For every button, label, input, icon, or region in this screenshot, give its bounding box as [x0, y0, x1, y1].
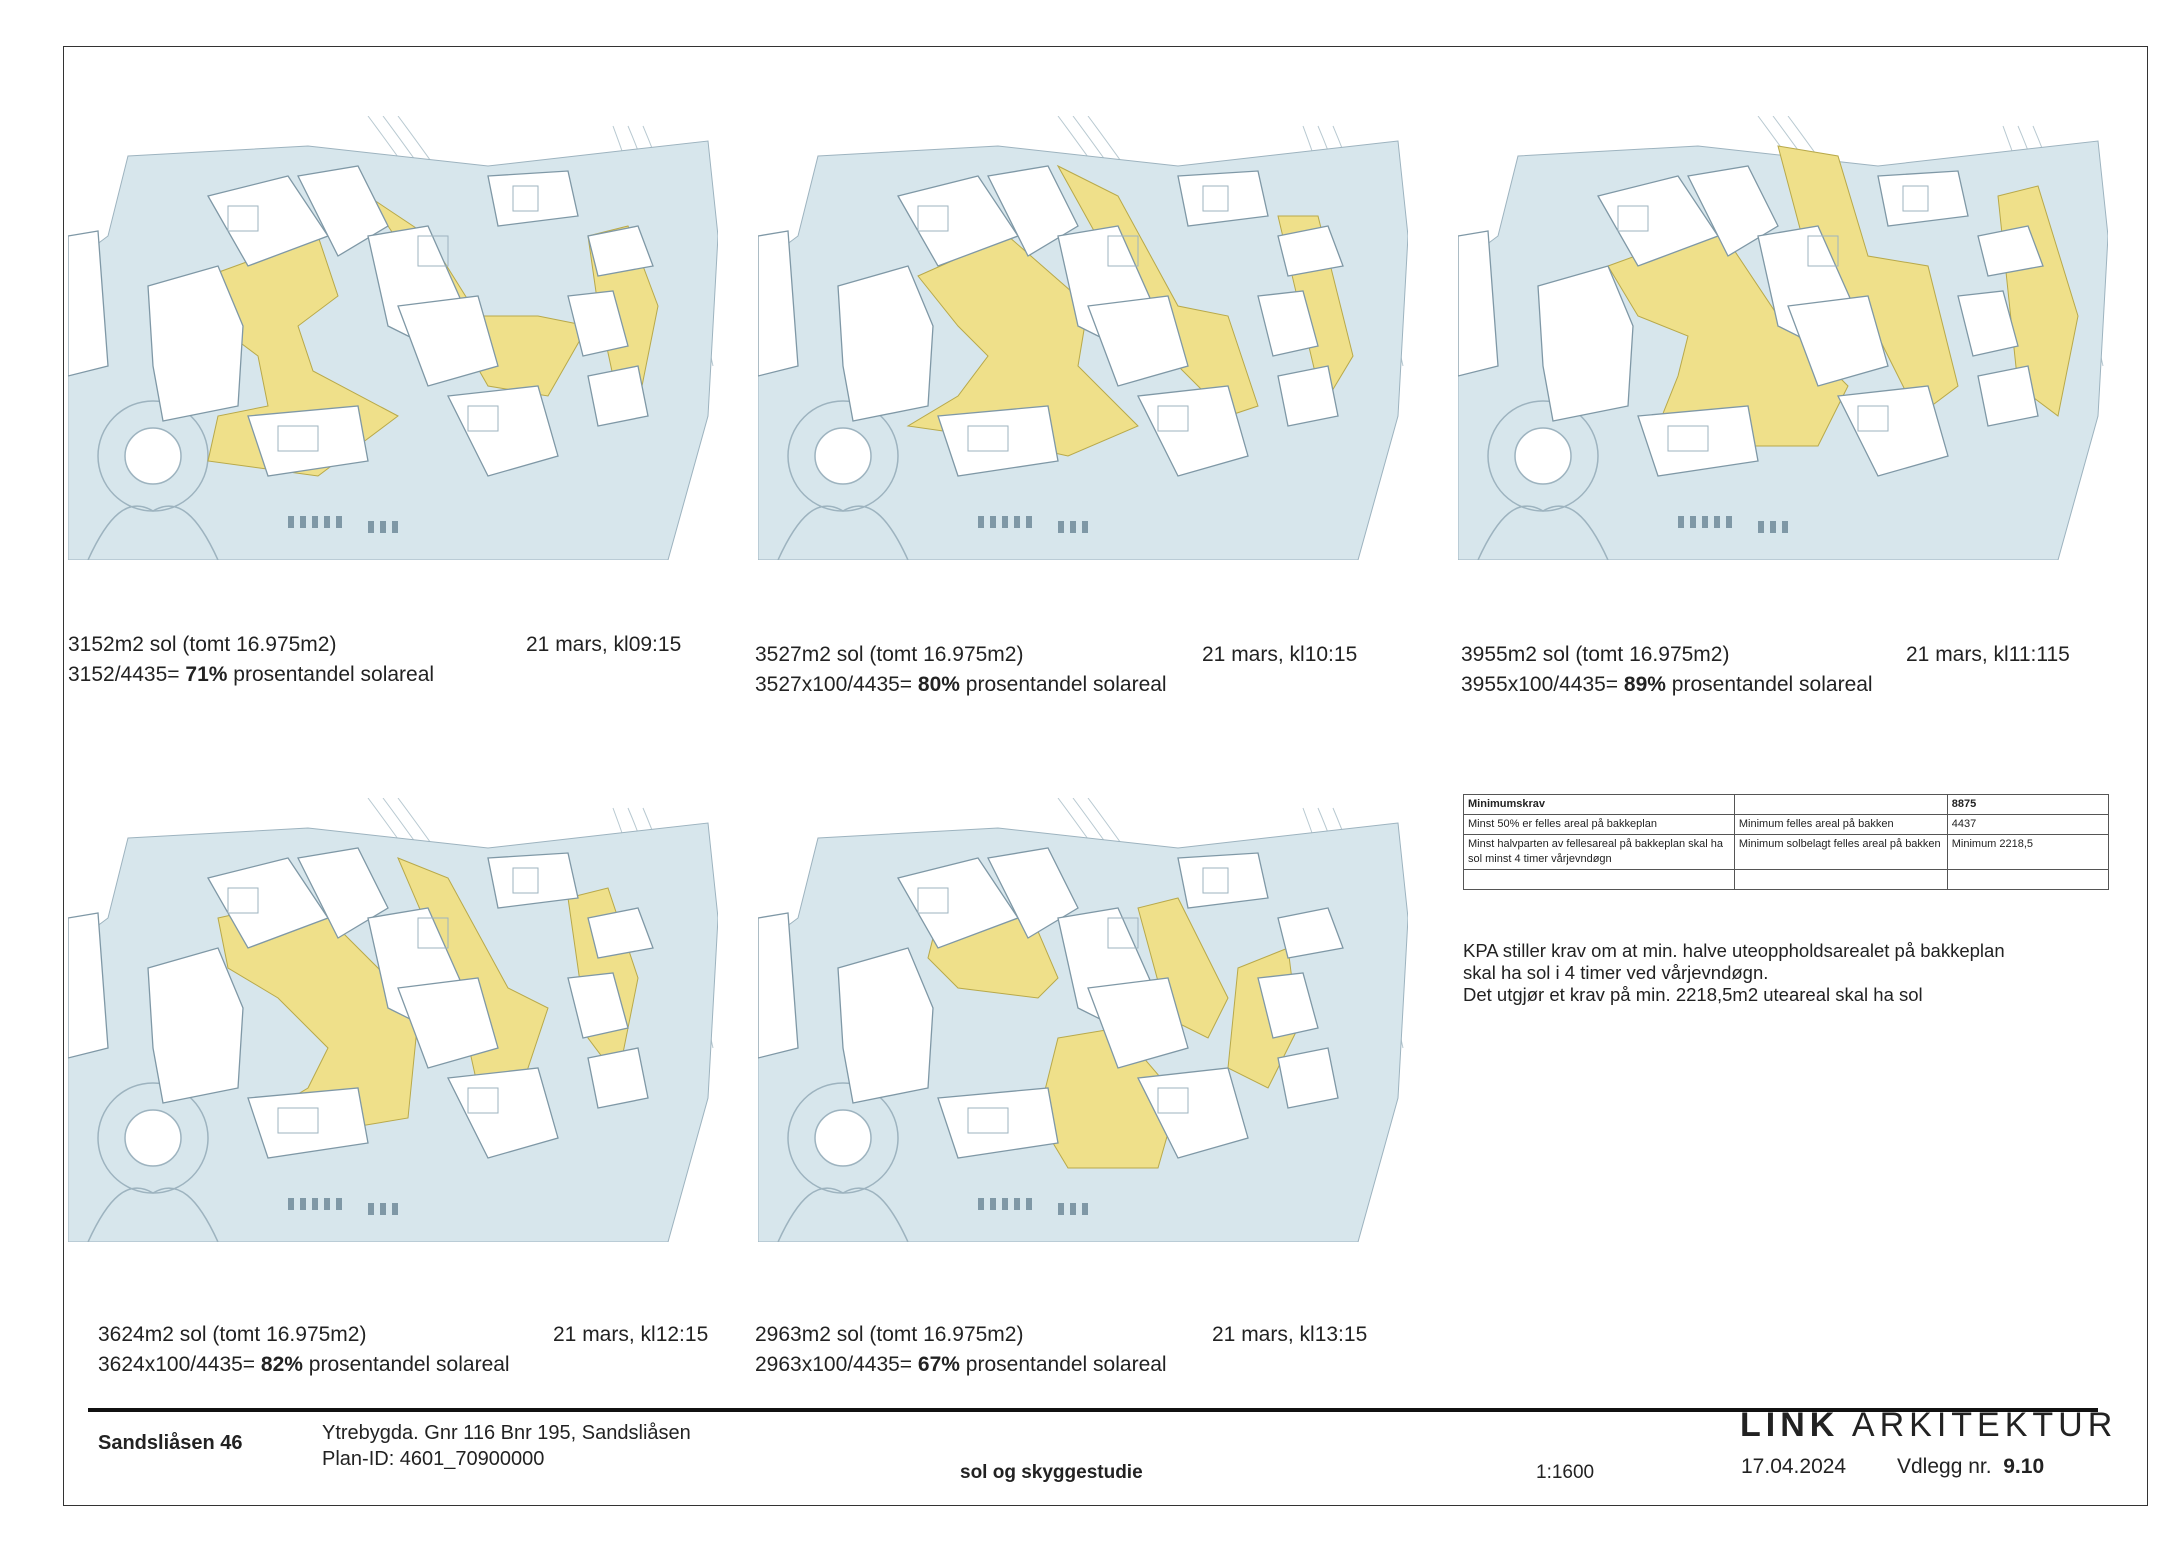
kpa-note — [1463, 940, 2005, 1006]
percent: 80% — [917, 673, 960, 696]
site-plan-svg — [758, 798, 1408, 1242]
percent: 89% — [1623, 673, 1666, 696]
table-cell: 8875 — [1947, 795, 2108, 815]
sol-area: 3955m2 sol (tomt 16.975m2) — [1461, 643, 1730, 666]
table-cell — [1947, 870, 2108, 890]
map-0915 — [68, 116, 718, 560]
table-cell: Minimumskrav — [1464, 795, 1735, 815]
table-header-row — [1464, 795, 2109, 815]
kpa-line: Det utgjør et krav på min. 2218,5m2 uteareal skal ha sol — [1463, 984, 1923, 1005]
scale: 1:1600 — [1536, 1462, 1595, 1483]
time-1215: 21 mars, kl12:15 — [553, 1323, 709, 1346]
map-1215 — [68, 798, 718, 1242]
table-cell: 4437 — [1947, 815, 2108, 835]
map-1115 — [1458, 116, 2108, 560]
percent: 67% — [917, 1353, 960, 1376]
caption-1315 — [755, 1320, 1167, 1380]
caption-1015 — [755, 640, 1167, 700]
kpa-line: KPA stiller krav om at min. halve uteoppholdsarealet på bakkeplan — [1463, 940, 2005, 961]
time-0915: 21 mars, kl09:15 — [526, 633, 682, 656]
time-1015: 21 mars, kl10:15 — [1202, 643, 1358, 666]
sol-area: 3624m2 sol (tomt 16.975m2) — [98, 1323, 367, 1346]
table-cell — [1464, 870, 1735, 890]
kpa-line: skal ha sol i 4 timer ved vårjevndøgn. — [1463, 962, 1769, 983]
table-cell — [1734, 870, 1947, 890]
table-cell — [1734, 795, 1947, 815]
appendix-number: Vdlegg nr. 9.10 — [1897, 1455, 2045, 1478]
requirements-table — [1463, 794, 2109, 890]
location-line: Ytrebygda. Gnr 116 Bnr 195, Sandsliåsen — [322, 1422, 691, 1444]
caption-1215 — [98, 1320, 510, 1380]
plan-id: Plan-ID: 4601_70900000 — [322, 1448, 545, 1470]
calc-line: 3624x100/4435= 82% prosentandel solareal — [98, 1353, 510, 1376]
table-cell: Minst 50% er felles areal på bakkeplan — [1464, 815, 1735, 835]
project-name: Sandsliåsen 46 — [98, 1432, 243, 1454]
calc-line: 3152/4435= 71% prosentandel solareal — [68, 663, 435, 686]
sol-area: 3152m2 sol (tomt 16.975m2) — [68, 633, 337, 656]
table-row — [1464, 870, 2109, 890]
calc-line: 3955x100/4435= 89% prosentandel solareal — [1461, 673, 1873, 696]
map-1315 — [758, 798, 1408, 1242]
caption-0915 — [68, 630, 434, 690]
caption-1115 — [1461, 640, 1873, 700]
calc-line: 3527x100/4435= 80% prosentandel solareal — [755, 673, 1167, 696]
drawing-title: sol og skyggestudie — [960, 1462, 1143, 1483]
calc-line: 2963x100/4435= 67% prosentandel solareal — [755, 1353, 1167, 1376]
sol-area: 2963m2 sol (tomt 16.975m2) — [755, 1323, 1024, 1346]
table-row — [1464, 835, 2109, 870]
percent: 71% — [185, 663, 228, 686]
table-cell: Minimum solbelagt felles areal på bakken — [1734, 835, 1947, 870]
site-plan-svg — [1458, 116, 2108, 560]
location — [322, 1420, 691, 1472]
site-plan-svg — [68, 116, 718, 560]
map-1015 — [758, 116, 1408, 560]
sol-area: 3527m2 sol (tomt 16.975m2) — [755, 643, 1024, 666]
table-cell: Minst halvparten av fellesareal på bakkeplan skal ha sol minst 4 timer vårjevndøgn — [1464, 835, 1735, 870]
site-plan-svg — [758, 116, 1408, 560]
link-arkitektur-logo: LINK ARKITEKTUR — [1740, 1406, 2118, 1444]
time-1115: 21 mars, kl11:115 — [1906, 643, 2070, 666]
table-cell: Minimum 2218,5 — [1947, 835, 2108, 870]
time-1315: 21 mars, kl13:15 — [1212, 1323, 1368, 1346]
site-plan-svg — [68, 798, 718, 1242]
date: 17.04.2024 — [1741, 1455, 1847, 1478]
table-row — [1464, 815, 2109, 835]
percent: 82% — [260, 1353, 303, 1376]
table-cell: Minimum felles areal på bakken — [1734, 815, 1947, 835]
